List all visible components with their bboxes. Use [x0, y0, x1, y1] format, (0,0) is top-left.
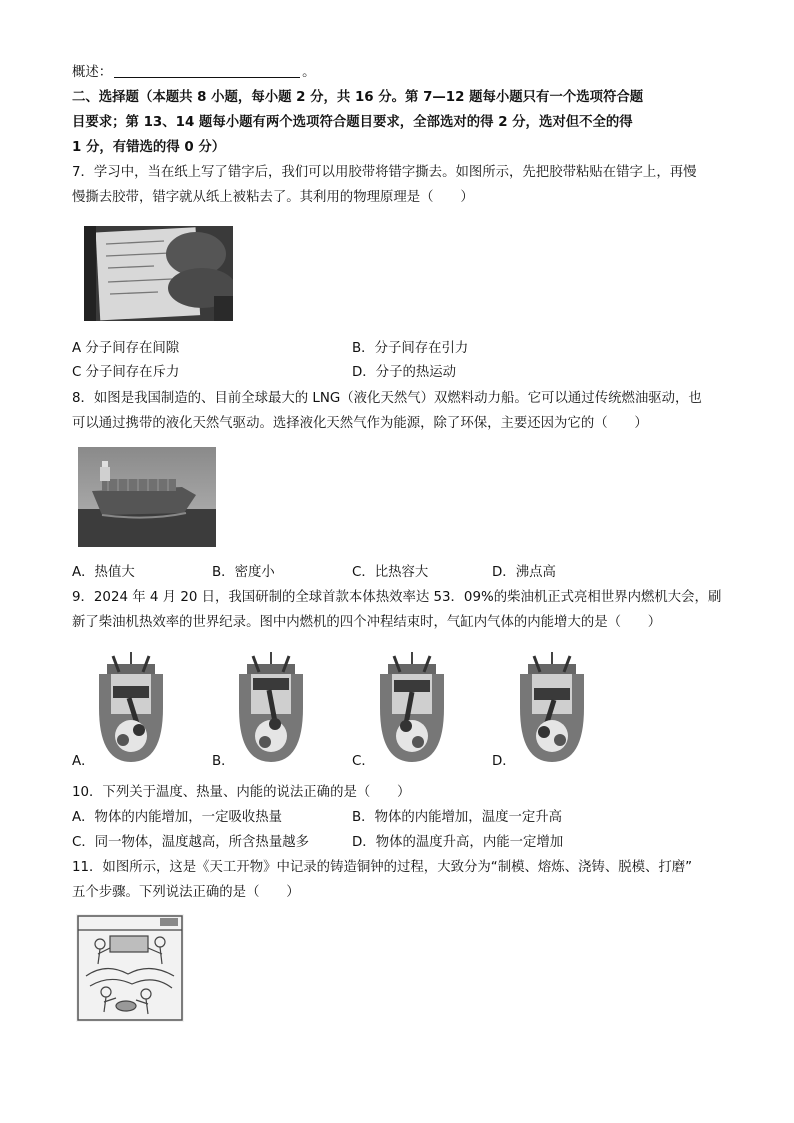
q9-label-b: B．: [212, 754, 235, 769]
q9-label-d: D．: [492, 754, 516, 769]
q7-option-c: C 分子间存在斥力: [72, 365, 180, 380]
q7-line1: 7．学习中，当在纸上写了错字后，我们可以用胶带将错字撕去。如图所示，先把胶带粘贴在错字上，再慢: [72, 165, 697, 180]
q9-label-c: C．: [352, 754, 375, 769]
q10-option-c: C．同一物体，温度越高，所含热量越多: [72, 835, 309, 850]
q9-label-a: A．: [72, 754, 95, 769]
q7-option-d: D．分子的热运动: [352, 365, 457, 380]
q10-option-d: D．物体的温度升高，内能一定增加: [352, 835, 564, 850]
q7-tape-photo: [84, 226, 233, 321]
q9-line2: 新了柴油机热效率的世界纪录。图中内燃机的四个冲程结束时，气缸内气体的内能增大的是（ ）: [72, 615, 662, 630]
summary-tail: 。: [302, 65, 316, 80]
summary-label: 概述：: [72, 65, 113, 80]
q9-engine-diagram-b: [235, 650, 307, 766]
q8-option-b: B．密度小: [212, 565, 275, 580]
q11-line2: 五个步骤。下列说法正确的是（ ）: [72, 885, 300, 900]
summary-blank: [114, 63, 300, 78]
q7-option-b: B．分子间存在引力: [352, 341, 469, 356]
q8-line1: 8．如图是我国制造的、目前全球最大的 LNG（液化天然气）双燃料动力船。它可以通过传统燃油驱动，也: [72, 391, 702, 406]
section2-line3: 1 分，有错选的得 0 分）: [72, 140, 226, 155]
q10-option-a: A．物体的内能增加，一定吸收热量: [72, 810, 283, 825]
q8-line2: 可以通过携带的液化天然气驱动。选择液化天然气作为能源，除了环保，主要还因为它的（ ）: [72, 416, 648, 431]
q8-option-d: D．沸点高: [492, 565, 556, 580]
section2-line1: 二、选择题（本题共 8 小题，每小题 2 分，共 16 分。第 7—12 题每小题只有一个选项符合题: [72, 90, 644, 105]
q9-engine-diagram-a: [95, 650, 167, 766]
section2-line2: 目要求；第 13、14 题每小题有两个选项符合题目要求，全部选对的得 2 分，选对但不全的得: [72, 115, 633, 130]
q8-option-a: A．热值大: [72, 565, 135, 580]
q11-line1: 11．如图所示，这是《天工开物》中记录的铸造铜钟的过程，大致分为“制模、熔炼、浇铸、脱模、打磨”: [72, 860, 693, 875]
q8-ship-photo: [78, 447, 216, 547]
q7-line2: 慢撕去胶带，错字就从纸上被粘去了。其利用的物理原理是（ ）: [72, 190, 474, 205]
q10-option-b: B．物体的内能增加，温度一定升高: [352, 810, 563, 825]
q9-engine-diagram-c: [376, 650, 448, 766]
q9-engine-diagram-d: [516, 650, 588, 766]
summary-line: [72, 63, 732, 83]
q8-option-c: C．比热容大: [352, 565, 429, 580]
q9-line1: 9．2024 年 4 月 20 日，我国研制的全球首款本体热效率达 53．09%的柴油机正式亮相世界内燃机大会，刷: [72, 590, 722, 605]
q7-option-a: A 分子间存在间隙: [72, 341, 180, 356]
q10-line1: 10．下列关于温度、热量、内能的说法正确的是（ ）: [72, 785, 411, 800]
q11-bell-casting-illustration: [76, 914, 184, 1022]
